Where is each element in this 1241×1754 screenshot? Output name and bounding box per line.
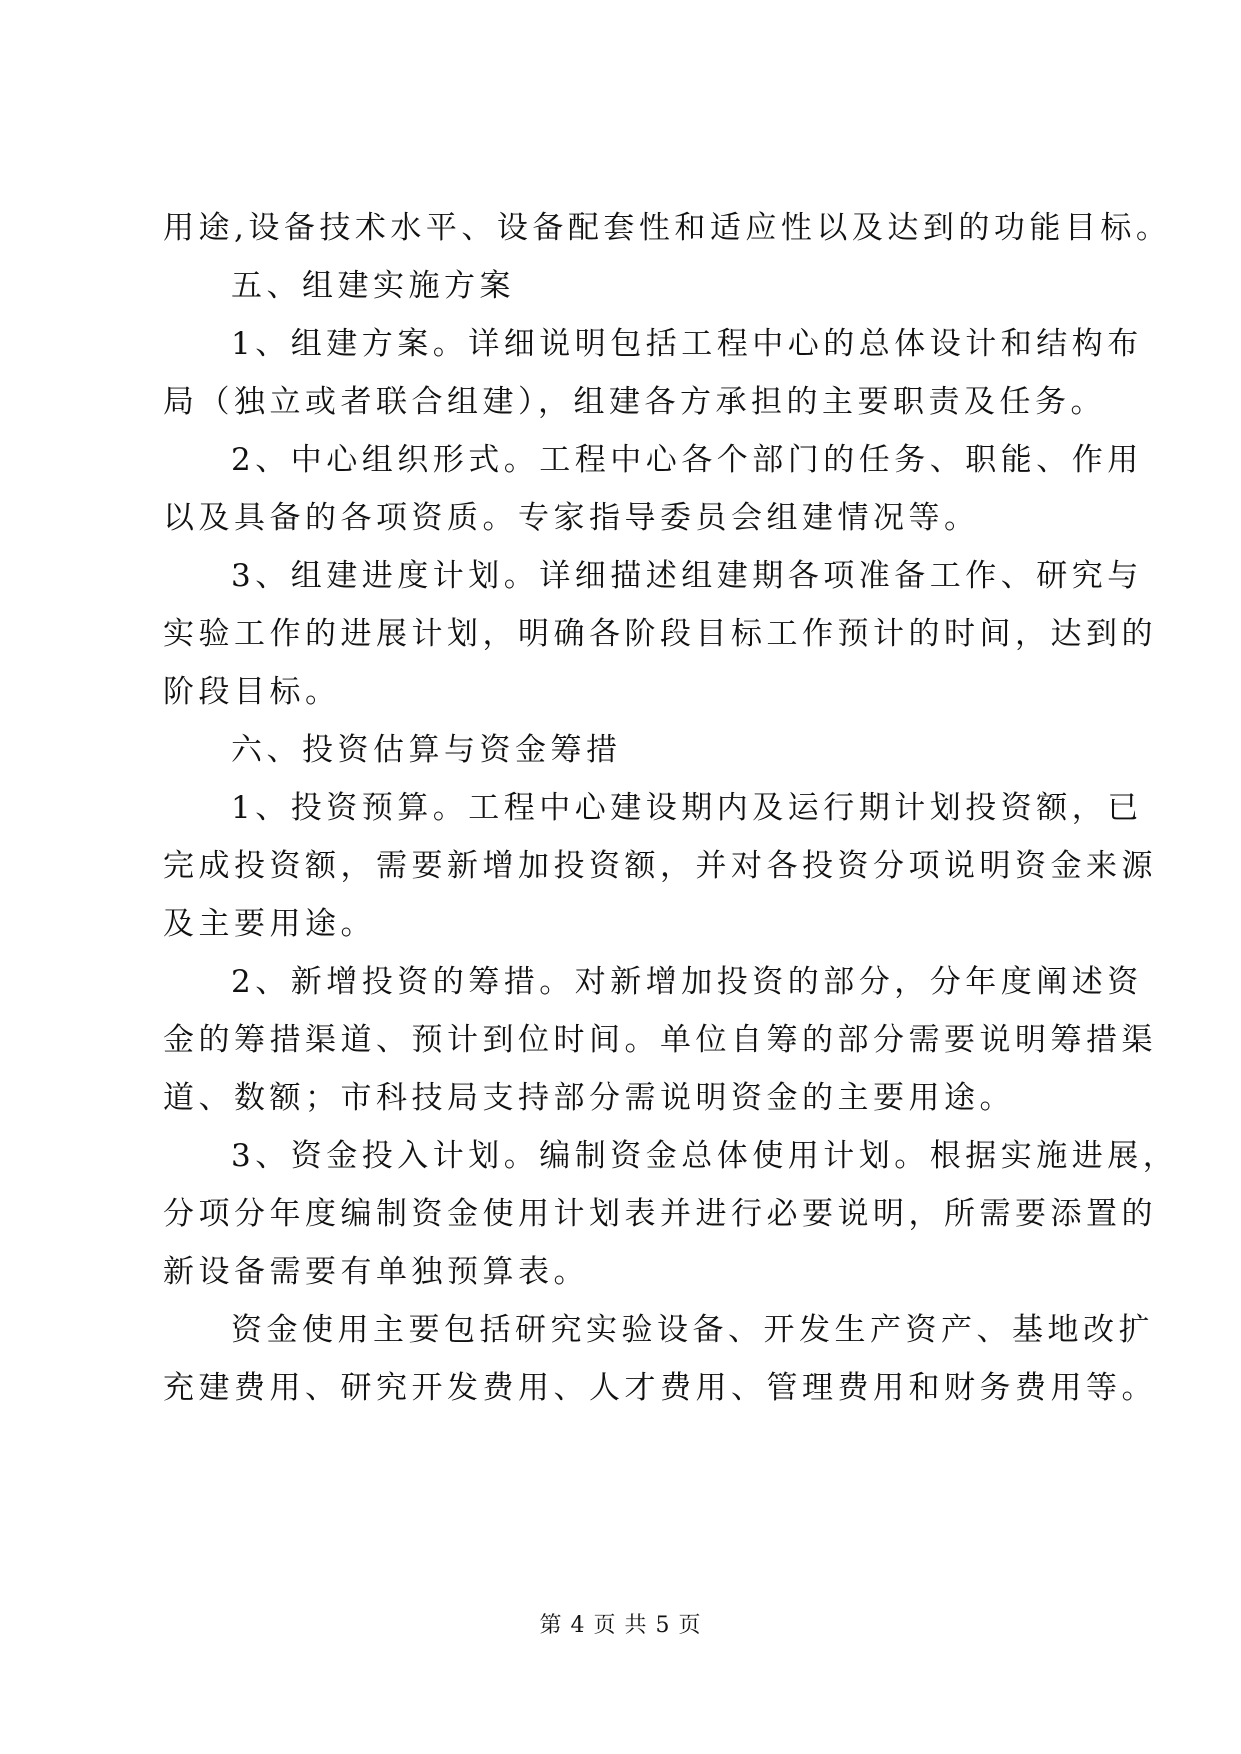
body-line: 3、组建进度计划。详细描述组建期各项准备工作、研究与	[231, 558, 1143, 594]
body-line: 阶段目标。	[163, 674, 341, 710]
body-line: 新设备需要有单独预算表。	[163, 1254, 589, 1290]
body-line: 1、投资预算。工程中心建设期内及运行期计划投资额，已	[231, 790, 1143, 826]
body-line: 实验工作的进展计划，明确各阶段目标工作预计的时间，达到的	[163, 616, 1157, 652]
body-line: 及主要用途。	[163, 906, 376, 942]
body-line: 局（独立或者联合组建），组建各方承担的主要职责及任务。	[163, 384, 1106, 420]
section-heading: 六、投资估算与资金筹措	[231, 732, 622, 768]
page-number-footer: 第 4 页 共 5 页	[539, 1613, 702, 1638]
body-line: 以及具备的各项资质。专家指导委员会组建情况等。	[163, 500, 980, 536]
body-line: 分项分年度编制资金使用计划表并进行必要说明，所需要添置的	[163, 1196, 1157, 1232]
body-line: 充建费用、研究开发费用、人才费用、管理费用和财务费用等。	[163, 1370, 1157, 1406]
body-line: 资金使用主要包括研究实验设备、开发生产资产、基地改扩	[231, 1312, 1154, 1348]
body-line: 1、组建方案。详细说明包括工程中心的总体设计和结构布	[231, 326, 1143, 362]
body-line: 金的筹措渠道、预计到位时间。单位自筹的部分需要说明筹措渠	[163, 1022, 1157, 1058]
body-line: 道、数额；市科技局支持部分需说明资金的主要用途。	[163, 1080, 1015, 1116]
body-line: 3、资金投入计划。编制资金总体使用计划。根据实施进展，	[231, 1138, 1179, 1174]
body-line: 完成投资额，需要新增加投资额，并对各投资分项说明资金来源	[163, 848, 1157, 884]
body-line: 用途,设备技术水平、设备配套性和适应性以及达到的功能目标。	[163, 210, 1172, 246]
body-line: 2、新增投资的筹措。对新增加投资的部分，分年度阐述资	[231, 964, 1143, 1000]
body-line: 2、中心组织形式。工程中心各个部门的任务、职能、作用	[231, 442, 1143, 478]
section-heading: 五、组建实施方案	[231, 268, 515, 304]
